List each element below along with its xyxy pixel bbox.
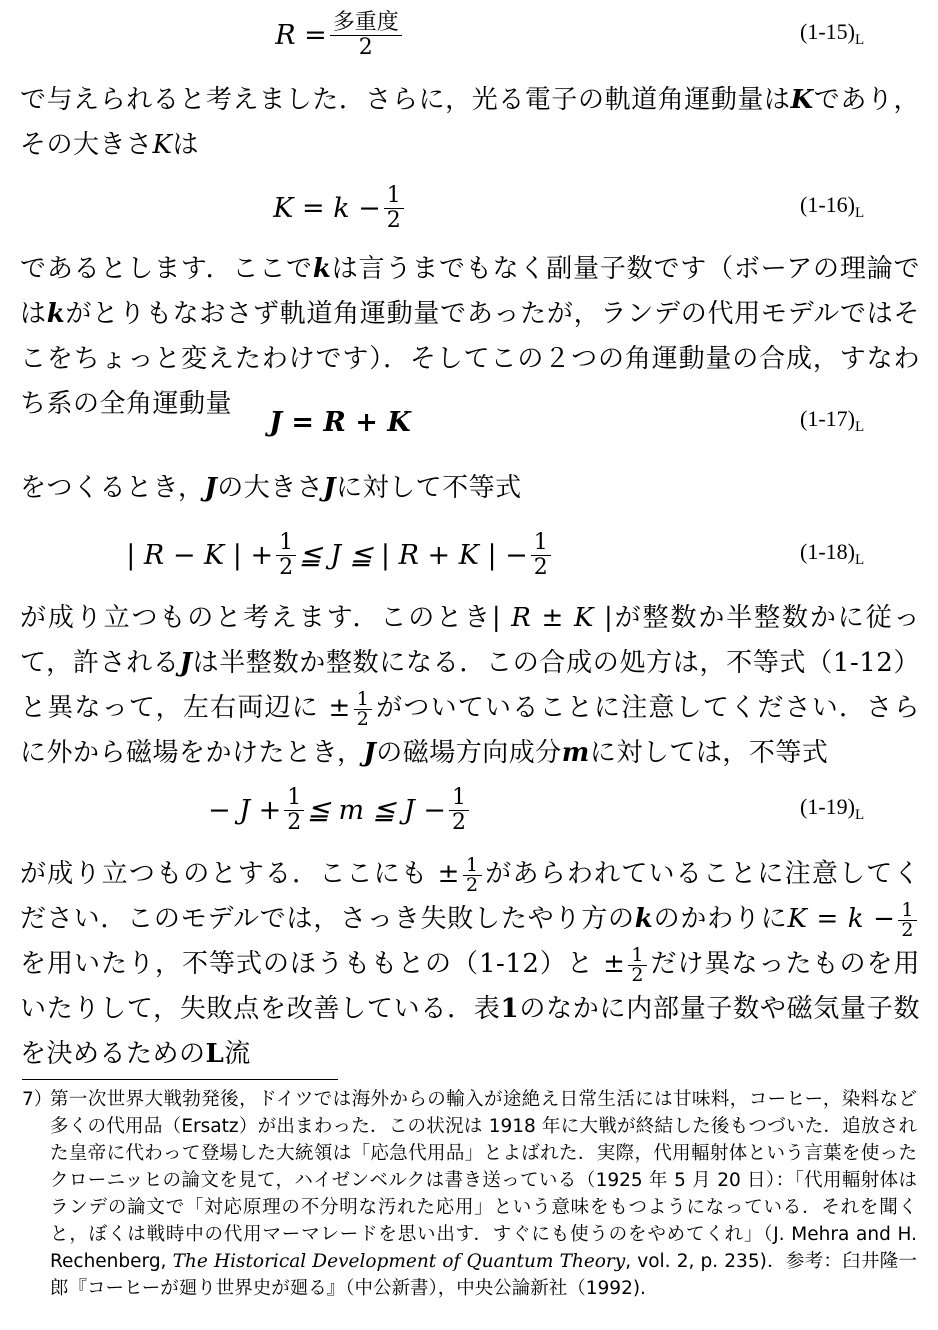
equation-1-17-label: $(1-17)_L$ bbox=[800, 406, 865, 435]
p4-fraction: $\frac{1}{2}$ bbox=[354, 690, 373, 729]
paragraph-3: をつくるとき，Jの大きさJに対して不等式 bbox=[20, 473, 522, 503]
paragraph-5: が成り立つものとする．ここにも ± $\frac{1}{2}$ があらわれていることに注意してください．このモデルでは，さっき失敗したやり方のkのかわりにK = k − $\frac{1}{2}$ を用いたり，不等式のほうももとの（1-12）と ± $\frac{1}{2}$ だけ異なったものを用いたりして，失敗点を改善している．表1のなかに内部量子数や磁気量子数を決めるためのL流 bbox=[20, 853, 920, 1069]
equation-1-19-label: $(1-19)_L$ bbox=[800, 794, 865, 823]
paragraph-4: が成り立つものと考えます．このとき| R ± K |が整数か半整数かに従って，許されるJは半整数か整数になる．この合成の処方は，不等式（1-12）と異なって，左右両辺に ± $\frac{1}{2}$ がついていることに注意してください．さらに外から磁場をかけたとき，Jの磁場方向成分mに対しては，不等式 bbox=[20, 603, 920, 768]
eq19-fraction-2: $\frac{1}{2}$ bbox=[449, 786, 469, 835]
eq15-lhs: R = bbox=[275, 19, 327, 51]
equation-1-16 bbox=[0, 178, 938, 238]
equation-1-16-label: $(1-16)_L$ bbox=[800, 192, 865, 221]
equation-1-19 bbox=[0, 780, 938, 840]
footnote-book-title: The Historical Development of Quantum Theory bbox=[172, 1251, 626, 1272]
equation-1-17 bbox=[0, 392, 938, 452]
paragraph-2: であるとします．ここでkは言うまでもなく副量子数です（ボーアの理論ではkがとりもなおさず軌道角運動量であったが，ランデの代用モデルではそこをちょっと変えたわけです）．そしてこの２つの角運動量の合成，すなわち系の全角運動量 bbox=[20, 254, 920, 419]
eq18-fraction-1: $\frac{1}{2}$ bbox=[276, 531, 296, 580]
eq15-fraction bbox=[330, 11, 402, 60]
p5-fraction-3: $\frac{1}{2}$ bbox=[628, 946, 647, 985]
eq15-denominator: 2 bbox=[358, 34, 373, 60]
footnote-mark: 7） bbox=[22, 1089, 53, 1110]
equation-1-15-formula bbox=[0, 5, 680, 65]
paragraph-1: で与えられると考えました．さらに，光る電子の軌道角運動量はKであり，その大きさKは bbox=[20, 85, 920, 160]
eq16-fraction: $\frac{1}{2}$ bbox=[384, 184, 404, 233]
footnote bbox=[22, 1086, 917, 1302]
equation-1-18-label: $(1-18)_L$ bbox=[800, 539, 865, 568]
equation-1-17-formula: J = R + K bbox=[269, 406, 411, 438]
p5-fraction-2: $\frac{1}{2}$ bbox=[898, 901, 917, 940]
eq18-fraction-2: $\frac{1}{2}$ bbox=[531, 531, 551, 580]
equation-1-15 bbox=[0, 5, 938, 65]
eq19-fraction-1: $\frac{1}{2}$ bbox=[284, 786, 304, 835]
equation-1-18 bbox=[0, 525, 938, 585]
footnote-rule bbox=[22, 1079, 338, 1080]
p5-fraction-1: $\frac{1}{2}$ bbox=[463, 856, 482, 895]
equation-1-16-formula bbox=[0, 178, 680, 238]
equation-1-19-formula: − J + $\frac{1}{2}$ ≦ m ≦ J − $\frac{1}{2}$ bbox=[0, 780, 680, 840]
equation-1-15-label: $(1-15)_L$ bbox=[800, 19, 865, 48]
eq16-lhs: K = k − bbox=[273, 192, 381, 224]
equation-1-18-formula: | R − K | + $\frac{1}{2}$ ≦ J ≦ | R + K | − $\frac{1}{2}$ bbox=[0, 525, 680, 585]
eq15-numerator: 多重度 bbox=[330, 11, 402, 36]
footnote-body: 第一次世界大戦勃発後，ドイツでは海外からの輸入が途絶え日常生活には甘味料，コーヒー，染料など多くの代用品（Ersatz）が出まわった．この状況は 1918 年に大戦が終結した後もつづいた．追放された皇帝に代わって登場した大統領は「応急代用品」とよばれた．実際，代用輻射体という言葉を使ったクローニッヒの論文を見て，ハイゼンベルクは書き送っている（1925 年 5 月 20 日）：「代用輻射体はランデの論文で「対応原理の不分明な汚れた応用」という意味をもつようになっている．それを聞くと，ぼくは戦時中の代用マーマレードを思い出す．すぐにも使うのをやめてくれ」（J. Mehra and H. Rechenberg, The Historical Development of Quantum Theory, vol. 2, p. 235)．参考：臼井隆一郎『コーヒーが廻り世界史が廻る』（中公新書），中央公論新社（1992). bbox=[50, 1089, 917, 1299]
